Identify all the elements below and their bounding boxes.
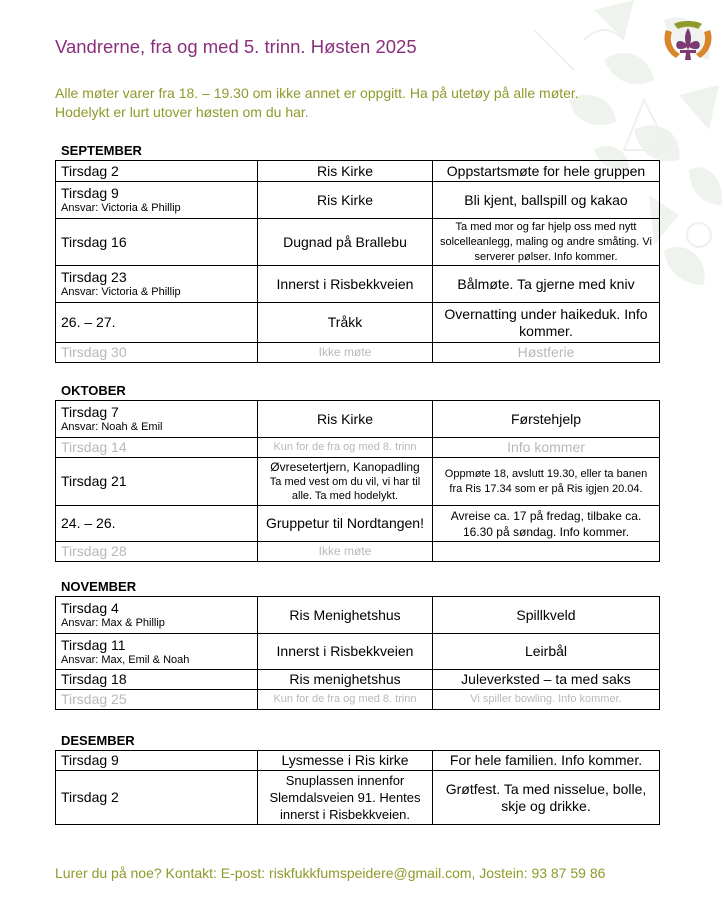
date-cell: Tirsdag 2 (56, 161, 258, 182)
table-row (56, 438, 660, 458)
activity-cell: For hele familien. Info kommer. (433, 751, 660, 771)
table-row (56, 266, 660, 303)
date-text: Tirsdag 4 (61, 600, 119, 616)
activity-cell: Førstehjelp (433, 401, 660, 438)
intro-line-2: Hodelykt er lurt utover høsten om du har. (55, 104, 309, 120)
date-cell (56, 266, 258, 303)
table-row (56, 161, 660, 182)
place-cell: Ikke møte (258, 542, 433, 562)
activity-cell: Juleverksted – ta med saks (433, 670, 660, 690)
table-row (56, 542, 660, 562)
activity-cell (433, 219, 660, 266)
date-text: Tirsdag 9 (61, 185, 119, 201)
date-cell: 24. – 26. (56, 506, 258, 542)
date-cell (56, 597, 258, 634)
place-cell: Lysmesse i Ris kirke (258, 751, 433, 771)
place-cell: Ris Kirke (258, 401, 433, 438)
table-row (56, 182, 660, 219)
date-cell: Tirsdag 28 (56, 542, 258, 562)
responsible-text: Ansvar: Max, Emil & Noah (61, 653, 190, 666)
intro-line-1: Alle møter varer fra 18. – 19.30 om ikke annet er oppgitt. Ha på utetøy på alle møter. (55, 85, 579, 101)
activity-text: Avreise ca. 17 på fredag, tilbake ca. 16.30 på søndag. Info kommer. (450, 508, 642, 539)
table-row (56, 690, 660, 710)
month-heading-oktober: OKTOBER (61, 383, 126, 398)
table-row (56, 303, 660, 343)
date-cell: Tirsdag 16 (56, 219, 258, 266)
activity-cell: Leirbål (433, 634, 660, 670)
month-heading-november: NOVEMBER (61, 579, 137, 594)
responsible-text: Ansvar: Victoria & Phillip (61, 286, 181, 298)
activity-cell: Bålmøte. Ta gjerne med kniv (433, 266, 660, 303)
place-cell: Kun for de fra og med 8. trinn (258, 438, 433, 458)
activity-cell: Høstferie (433, 343, 660, 363)
date-text: Tirsdag 23 (61, 269, 127, 285)
place-cell: Ris Kirke (258, 161, 433, 182)
fleur-de-lis-logo (660, 20, 716, 64)
schedule-table-oktober (55, 400, 660, 562)
page-title: Vandrerne, fra og med 5. trinn. Høsten 2025 (55, 36, 417, 57)
responsible-text: Ansvar: Noah & Emil (61, 421, 163, 433)
responsible-text: Ansvar: Max & Phillip (61, 617, 165, 629)
date-cell: Tirsdag 18 (56, 670, 258, 690)
schedule-table-desember (55, 750, 660, 825)
place-cell: Ris menighetshus (258, 670, 433, 690)
table-row (56, 771, 660, 825)
place-cell (258, 458, 433, 506)
date-cell: Tirsdag 21 (56, 458, 258, 506)
table-row (56, 634, 660, 670)
table-row (56, 670, 660, 690)
place-cell: Innerst i Risbekkveien (258, 266, 433, 303)
activity-text: Ta med mor og far hjelp oss med nytt solcelleanlegg, maling og andre småting. Vi serverer pølser. Info kommer. (440, 220, 652, 263)
date-cell: Tirsdag 14 (56, 438, 258, 458)
schedule-table-september (55, 160, 660, 363)
activity-cell: Vi spiller bowling. Info kommer. (433, 690, 660, 710)
table-row (56, 401, 660, 438)
date-cell: Tirsdag 30 (56, 343, 258, 363)
date-cell (56, 634, 258, 670)
activity-cell: Info kommer (433, 438, 660, 458)
date-text: Tirsdag 11 (61, 636, 126, 653)
table-row (56, 751, 660, 771)
place-cell: Ris Kirke (258, 182, 433, 219)
place-cell: Ris Menighetshus (258, 597, 433, 634)
responsible-text: Ansvar: Victoria & Phillip (61, 202, 181, 214)
activity-cell (433, 458, 660, 506)
activity-cell: Overnatting under haikeduk. Info kommer. (433, 303, 660, 343)
month-heading-september: SEPTEMBER (61, 143, 142, 158)
table-row (56, 458, 660, 506)
table-row (56, 343, 660, 363)
place-cell: Kun for de fra og med 8. trinn (258, 690, 433, 710)
activity-cell: Oppstartsmøte for hele gruppen (433, 161, 660, 182)
date-text: Tirsdag 7 (61, 404, 119, 420)
date-cell: Tirsdag 9 (56, 751, 258, 771)
date-cell: 26. – 27. (56, 303, 258, 343)
schedule-table-november (55, 596, 660, 710)
month-heading-desember: DESEMBER (61, 733, 135, 748)
place-note: Ta med vest om du vil, vi har til alle. Ta med hodelykt. (269, 476, 421, 502)
place-cell: Dugnad på Brallebu (258, 219, 433, 266)
activity-text: Oppmøte 18, avslutt 19.30, eller ta banen fra Ris 17.34 som er på Ris igjen 20.04. (444, 467, 648, 495)
date-cell (56, 182, 258, 219)
activity-cell (433, 506, 660, 542)
table-row (56, 219, 660, 266)
contact-footer: Lurer du på noe? Kontakt: E-post: riskfukkfumspeidere@gmail.com, Jostein: 93 87 59 86 (55, 865, 606, 881)
date-cell: Tirsdag 2 (56, 771, 258, 825)
place-text: Øvresetertjern, Kanopadling (270, 460, 420, 474)
date-cell (56, 401, 258, 438)
date-cell: Tirsdag 25 (56, 690, 258, 710)
intro-text (55, 84, 675, 122)
place-cell: Innerst i Risbekkveien (258, 634, 433, 670)
table-row (56, 597, 660, 634)
place-cell: Snuplassen innenfor Slemdalsveien 91. Hentes innerst i Risbekkveien. (258, 771, 433, 825)
place-cell: Tråkk (258, 303, 433, 343)
place-cell: Ikke møte (258, 343, 433, 363)
activity-cell: Grøtfest. Ta med nisselue, bolle, skje og drikke. (433, 771, 660, 825)
place-cell: Gruppetur til Nordtangen! (258, 506, 433, 542)
activity-cell: Spillkveld (433, 597, 660, 634)
activity-cell (433, 542, 660, 562)
activity-cell: Bli kjent, ballspill og kakao (433, 182, 660, 219)
table-row (56, 506, 660, 542)
